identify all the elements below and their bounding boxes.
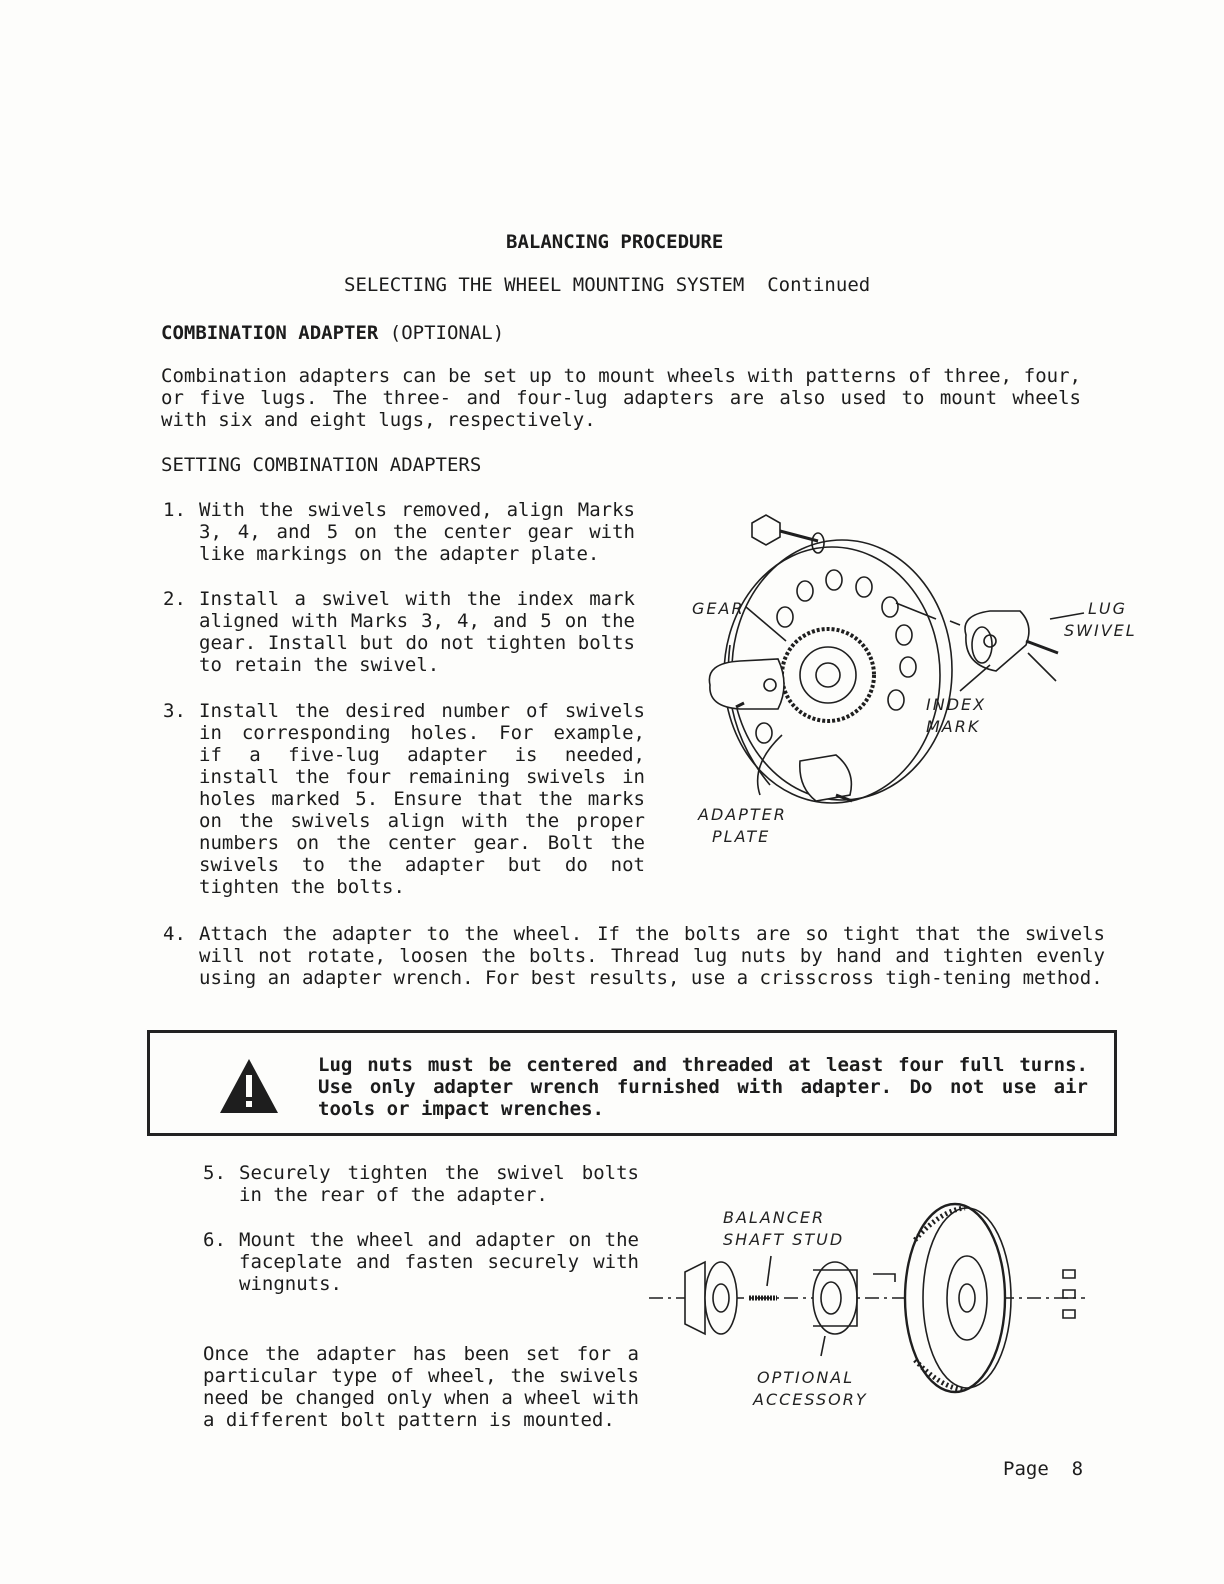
figure-label-plate: PLATE [712, 827, 771, 846]
step-number: 2. [163, 588, 186, 610]
adapter-figure [660, 495, 1160, 855]
section-heading [161, 322, 504, 344]
figure-label-accessory: ACCESSORY [753, 1390, 868, 1409]
step-number: 3. [163, 700, 186, 722]
wheel-mount-drawing [645, 1200, 1105, 1420]
section-heading-bold: COMBINATION ADAPTER [161, 322, 379, 344]
closing-paragraph: Once the adapter has been set for a particular type of wheel, the swivels need be changed only when a wheel with a different bolt pattern is mounted. [203, 1343, 639, 1431]
step-text: Mount the wheel and adapter on the faceplate and fasten securely with wingnuts. [239, 1229, 639, 1295]
subsection-heading: SETTING COMBINATION ADAPTERS [161, 454, 482, 476]
figure-label-mark: MARK [926, 717, 981, 736]
step-number: 6. [203, 1229, 226, 1251]
figure-label-adapter: ADAPTER [698, 805, 787, 824]
warning-box [147, 1030, 1117, 1136]
figure-label-gear: GEAR [692, 599, 745, 618]
page-subtitle: SELECTING THE WHEEL MOUNTING SYSTEM Continued [344, 274, 871, 296]
page-title: BALANCING PROCEDURE [506, 231, 724, 253]
step-text: Attach the adapter to the wheel. If the bolts are so tight that the swivels will not rotate, loosen the bolts. Thread lug nuts by hand and tighten evenly using an adapter wrench. For best results, use a crisscross tigh-tening method. [199, 923, 1105, 989]
figure-label-balancer: BALANCER [723, 1208, 826, 1227]
figure-label-index: INDEX [926, 695, 987, 714]
adapter-plate-drawing [660, 495, 1160, 855]
section-heading-rest: (OPTIONAL) [378, 322, 505, 344]
figure-label-shaft-stud: SHAFT STUD [723, 1230, 845, 1249]
step-number: 5. [203, 1162, 226, 1184]
step-text: Install a swivel with the index mark aligned with Marks 3, 4, and 5 on the gear. Install but do not tighten bolts to retain the swivel. [199, 588, 635, 676]
wheel-mount-figure [645, 1200, 1105, 1420]
warning-triangle-icon [218, 1057, 280, 1115]
warning-text: Lug nuts must be centered and threaded at least four full turns. Use only adapter wrench furnished with adapter. Do not use air tools or impact wrenches. [318, 1054, 1088, 1120]
step-number: 4. [163, 923, 186, 945]
figure-label-lug: LUG [1088, 599, 1128, 618]
step-text: Install the desired number of swivels in corresponding holes. For example, if a five-lug adapter is needed, install the four remaining swivels in holes marked 5. Ensure that the marks on the swivels align with the proper numbers on the center gear. Bolt the swivels to the adapter but do not tighten the bolts. [199, 700, 645, 898]
figure-label-swivel: SWIVEL [1064, 621, 1137, 640]
page-number: Page 8 [1003, 1458, 1084, 1480]
step-text: Securely tighten the swivel bolts in the rear of the adapter. [239, 1162, 639, 1206]
intro-paragraph: Combination adapters can be set up to mount wheels with patterns of three, four, or five lugs. The three- and four-lug adapters are also used to mount wheels with six and eight lugs, respectively. [161, 365, 1081, 431]
step-text: With the swivels removed, align Marks 3, 4, and 5 on the center gear with like markings on the adapter plate. [199, 499, 635, 565]
figure-label-optional: OPTIONAL [757, 1368, 855, 1387]
step-number: 1. [163, 499, 186, 521]
